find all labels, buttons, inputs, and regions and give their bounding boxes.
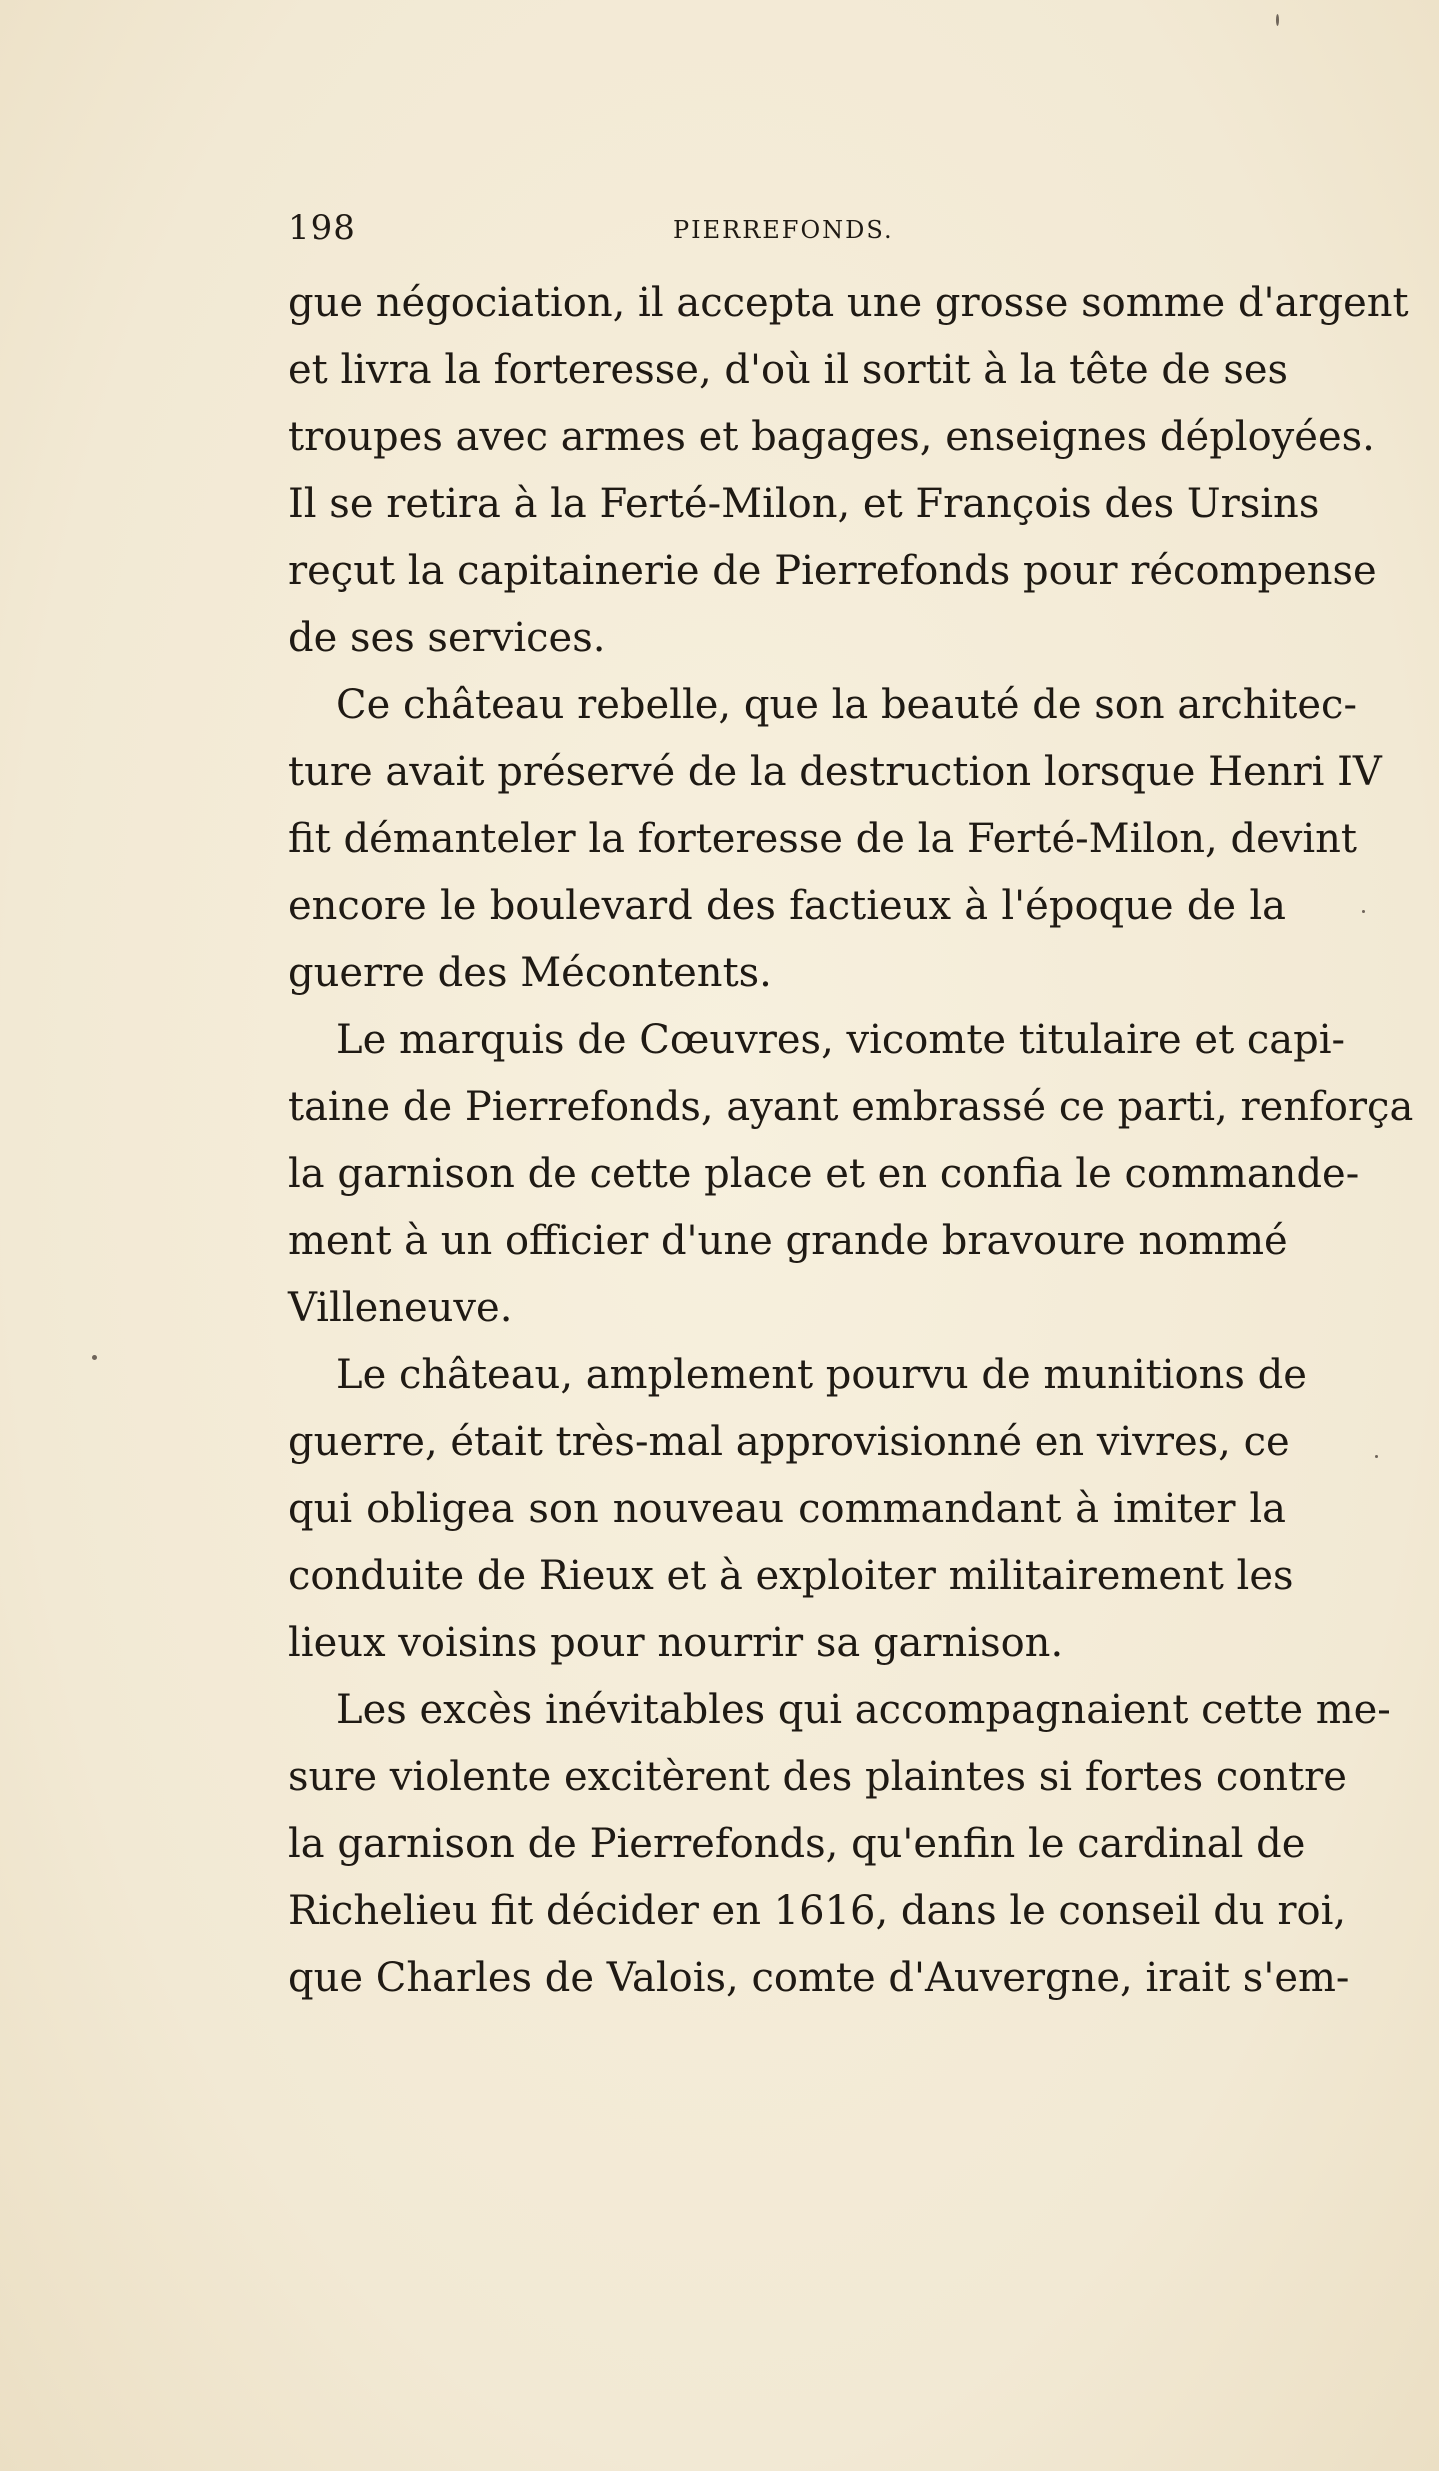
text-line: la garnison de Pierrefonds, qu'enfin le cardinal de	[288, 1821, 1306, 1867]
text-line: troupes avec armes et bagages, enseignes déployées.	[288, 414, 1375, 460]
running-title: PIERREFONDS.	[673, 216, 894, 244]
text-line: et livra la forteresse, d'où il sortit à la tête de ses	[288, 347, 1289, 393]
text-line: de ses services.	[288, 615, 606, 661]
text-line: fit démanteler la forteresse de la Ferté-Milon, devint	[288, 816, 1357, 862]
paper-speck	[1375, 1455, 1378, 1458]
page-header	[288, 208, 1286, 258]
text-line: encore le boulevard des factieux à l'époque de la	[288, 883, 1286, 929]
text-line: Le château, amplement pourvu de munitions de	[336, 1352, 1307, 1398]
text-line: taine de Pierrefonds, ayant embrassé ce parti, renforça	[288, 1084, 1414, 1130]
text-line: Richelieu fit décider en 1616, dans le conseil du roi,	[288, 1888, 1347, 1934]
text-line: gue négociation, il accepta une grosse somme d'argent	[288, 280, 1409, 326]
text-line: la garnison de cette place et en confia le commande-	[288, 1151, 1360, 1197]
paper-speck	[92, 1355, 97, 1360]
text-line: guerre, était très-mal approvisionné en vivres, ce	[288, 1419, 1290, 1465]
text-line: reçut la capitainerie de Pierrefonds pour récompense	[288, 548, 1377, 594]
paper-speck	[1276, 14, 1279, 26]
text-line: Les excès inévitables qui accompagnaient cette me-	[336, 1687, 1391, 1733]
text-line: que Charles de Valois, comte d'Auvergne, irait s'em-	[288, 1955, 1350, 2001]
text-line: lieux voisins pour nourrir sa garnison.	[288, 1620, 1064, 1666]
text-line: Ce château rebelle, que la beauté de son architec-	[336, 682, 1357, 728]
text-line: Villeneuve.	[288, 1285, 513, 1331]
text-line: sure violente excitèrent des plaintes si fortes contre	[288, 1754, 1347, 1800]
text-line: Il se retira à la Ferté-Milon, et François des Ursins	[288, 481, 1320, 527]
text-line: conduite de Rieux et à exploiter militairement les	[288, 1553, 1294, 1599]
text-line: guerre des Mécontents.	[288, 950, 772, 996]
text-line: ture avait préservé de la destruction lorsque Henri IV	[288, 749, 1382, 795]
page-number: 198	[288, 208, 356, 248]
text-line: ment à un officier d'une grande bravoure nommé	[288, 1218, 1288, 1264]
text-line: qui obligea son nouveau commandant à imiter la	[288, 1486, 1286, 1532]
paper-speck	[1362, 910, 1365, 913]
text-line: Le marquis de Cœuvres, vicomte titulaire et capi-	[336, 1017, 1346, 1063]
body-text	[288, 270, 1414, 2012]
